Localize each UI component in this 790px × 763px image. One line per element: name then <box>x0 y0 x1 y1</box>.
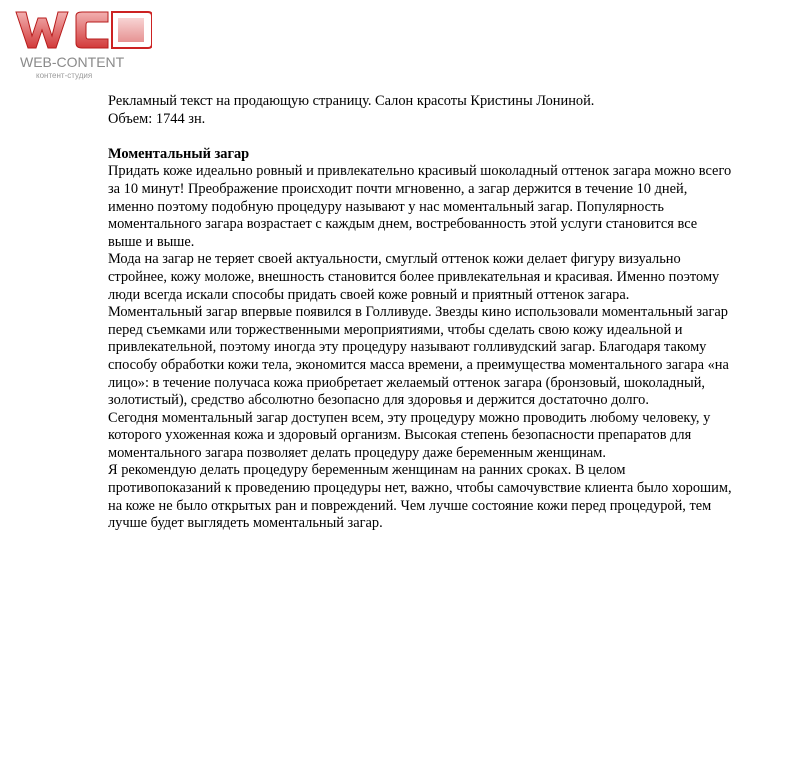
article-title: Моментальный загар <box>108 145 250 162</box>
company-logo <box>8 8 148 78</box>
logo-subtitle: контент-студия <box>36 71 93 80</box>
paragraph-4: Сегодня моментальный загар доступен всем, эту процедуру можно проводить любому человеку, у которого ухоженная кожа и здоровый организм. Высокая степень безопасности препаратов для моментального загара позволяет делать процедуру даже беременным женщинам. <box>108 409 711 461</box>
paragraph-3: Моментальный загар впервые появился в Голливуде. Звезды кино использовали моментальный загар перед съемками или торжественными мероприятиями, чтобы сделать свою кожу идеальной и привлекательной, поэтому иногда эту процедуру называют голливудский загар. Благодаря такому способу обработки кожи тела, экономится масса времени, а преимущества моментального загара «на лицо»: в течение получаса кожа приобретает желаемый оттенок загара (бронзовый, шоколадный, золотистый), средство абсолютно безопасно для здоровья и держится достаточно долго. <box>108 304 729 409</box>
document-body <box>108 93 732 533</box>
paragraph-2: Мода на загар не теряет своей актуальности, смуглый оттенок кожи делает фигуру визуально стройнее, кожу моложе, внешность становится более привлекательная и красивая. Именно поэтому люди всегда искали способы придать своей коже ровный и приятный оттенок загара. <box>108 251 720 303</box>
header-line-volume: Объем: 1744 зн. <box>108 110 206 127</box>
logo-name: WEB-CONTENT <box>20 54 125 70</box>
header-line-description: Рекламный текст на продающую страницу. Салон красоты Кристины Лониной. <box>108 93 595 109</box>
paragraph-5: Я рекомендую делать процедуру беременным женщинам на ранних сроках. В целом противопоказаний к проведению процедуры нет, важно, чтобы самочувствие клиента было хорошим, на коже не было открытых ран и повреждений. Чем лучше состояние кожи перед процедурой, тем лучше будет выглядеть моментальный загар. <box>108 462 732 532</box>
paragraph-1: Придать коже идеально ровный и привлекательно красивый шоколадный оттенок загара можно всего за 10 минут! Преображение происходит почти мгновенно, а загар держится в течение 10 дней, именно поэтому подобную процедуру называют у нас моментальный загар. Популярность моментального загара возрастает с каждым днем, востребованность этой услуги становится все выше и выше. <box>108 163 732 250</box>
document-header <box>108 93 732 128</box>
wc-logo-icon <box>12 8 152 54</box>
